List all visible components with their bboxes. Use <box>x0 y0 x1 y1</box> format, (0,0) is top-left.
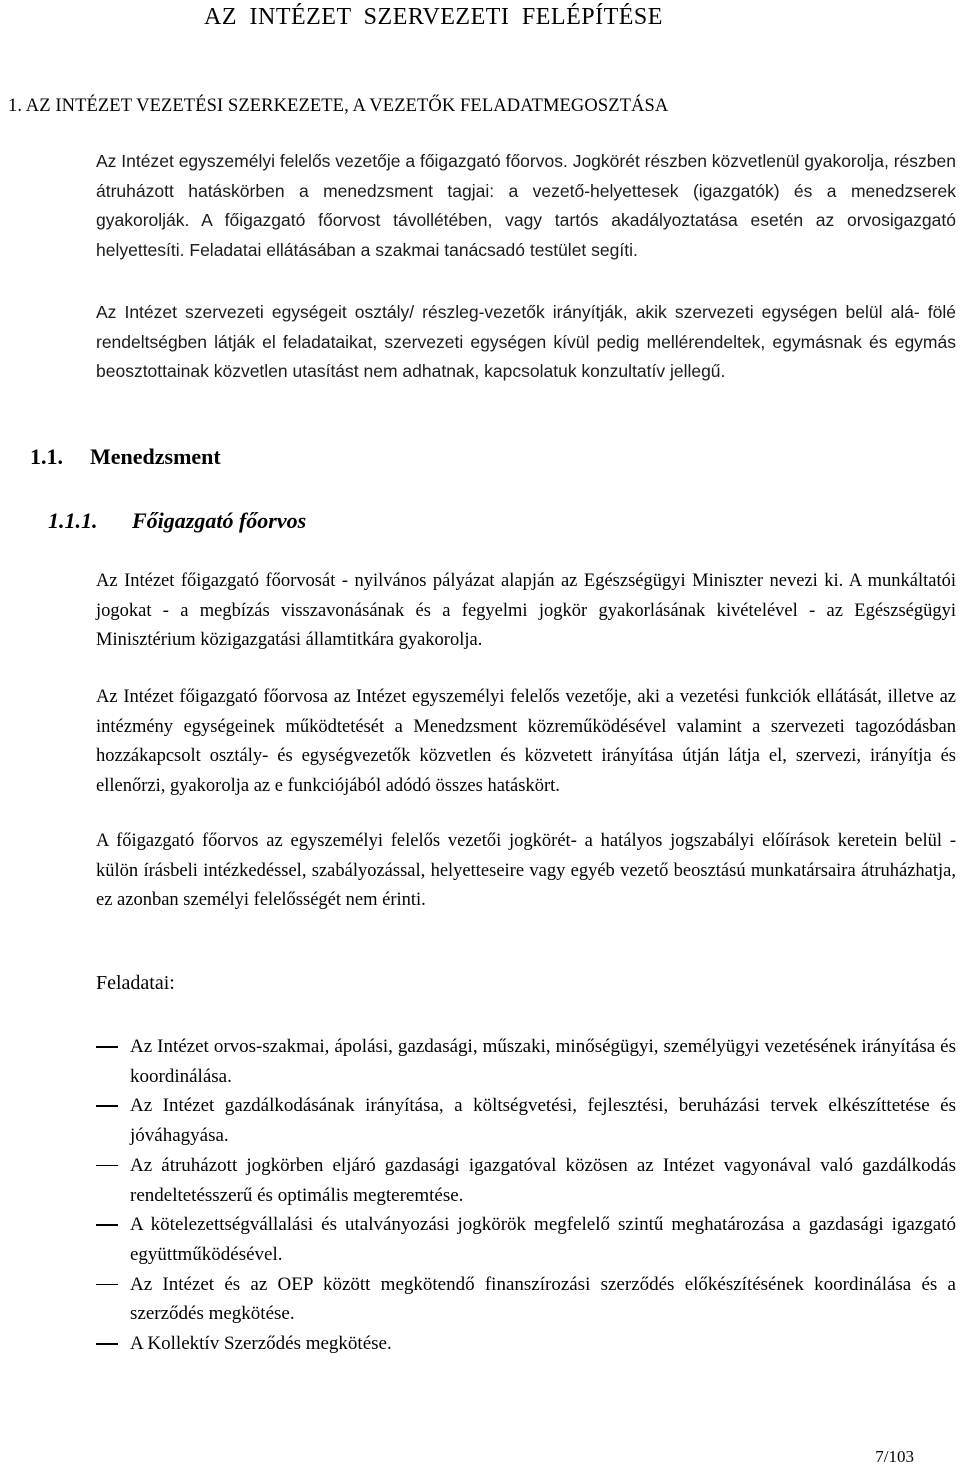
section-heading: 1. AZ INTÉZET VEZETÉSI SZERKEZETE, A VEZETŐK FELADATMEGOSZTÁSA <box>8 96 669 116</box>
dash-bullet-icon <box>96 1284 118 1286</box>
task-text: A kötelezettségvállalási és utalványozási jogkörök megfelelő szintű meghatározása a gazdasági igazgató együttműködésével. <box>130 1214 956 1265</box>
intro-paragraph: Az Intézet egyszemélyi felelős vezetője a főigazgató főorvos. Jogkörét részben közvetlenül gyakorolja, részben átruházott hatáskörben a menedzsment tagjai: a vezető-helyettesek (igazgatók) és a menedzserek gyakorolják. A főigazgató főorvost távollétében, vagy tartós akadályoztatása esetén az orvosigazgató helyettesíti. Feladatai ellátásában a szakmai tanácsadó testület segíti. <box>96 151 956 260</box>
task-item <box>96 1329 956 1359</box>
intro-paragraph: Az Intézet szervezeti egységeit osztály/ részleg-vezetők irányítják, akik szervezeti egységen belül alá- fölé rendeltségben látják el feladataikat, szervezeti egységen kívül pedig mellérendeltek, egymásnak és egymás beosztottainak közvetlen utasítást nem adhatnak, kapcsolatuk konzultatív jellegű. <box>96 302 956 381</box>
task-item <box>96 1270 956 1329</box>
subsection-number: 1.1. <box>30 444 63 469</box>
dash-bullet-icon <box>96 1165 118 1167</box>
task-item <box>96 1151 956 1210</box>
dash-bullet-icon <box>96 1224 118 1226</box>
page-title: AZ INTÉZET SZERVEZETI FELÉPÍTÉSE <box>204 4 663 30</box>
task-list <box>96 1032 956 1359</box>
body-paragraph: Az Intézet főigazgató főorvosa az Intézet egyszemélyi felelős vezetője, aki a vezetési funkciók ellátását, illetve az intézmény egységeinek működtetését a Menedzsment közreműködésével valamint a szervezeti tagozódásban hozzákapcsolt osztály- és egységvezetők közvetlen és közvetett irányítása útján látja el, szervezi, irányítja és ellenőrzi, gyakorolja az e funkciójából adódó összes hatáskört. <box>96 687 956 796</box>
subsubsection-heading <box>48 508 306 534</box>
subsubsection-number: 1.1.1. <box>48 508 98 533</box>
subsection-title: Menedzsment <box>90 444 221 469</box>
task-text: Az Intézet és az OEP között megkötendő finanszírozási szerződés előkészítésének koordinálása és a szerződés megkötése. <box>130 1273 956 1325</box>
dash-bullet-icon <box>96 1046 118 1048</box>
dash-bullet-icon <box>96 1105 118 1107</box>
page-number: 7/103 <box>875 1447 914 1466</box>
task-item <box>96 1210 956 1269</box>
subsection-heading <box>30 444 221 470</box>
body-paragraph: Az Intézet főigazgató főorvosát - nyilvános pályázat alapján az Egészségügyi Miniszter nevezi ki. A munkáltatói jogokat - a megbízás visszavonásának és a fegyelmi jogkör gyakorlásának kivételével - az Egészségügyi Minisztérium közigazgatási államtitkára gyakorolja. <box>96 571 956 650</box>
task-text: A Kollektív Szerződés megkötése. <box>130 1333 392 1355</box>
body-paragraph: A főigazgató főorvos az egyszemélyi felelős vezetői jogkörét- a hatályos jogszabályi előírások keretein belül - külön írásbeli intézkedéssel, szabályozással, helyetteseire vagy egyéb vezető beosztású munkatársaira átruházhatja, ez azonban személyi felelősségét nem érinti. <box>96 831 956 910</box>
tasks-heading: Feladatai: <box>96 972 175 994</box>
task-item <box>96 1032 956 1091</box>
dash-bullet-icon <box>96 1343 118 1345</box>
task-item <box>96 1091 956 1150</box>
subsubsection-title: Főigazgató főorvos <box>132 508 307 533</box>
task-text: Az Intézet gazdálkodásának irányítása, a költségvetési, fejlesztési, beruházási tervek elkészíttetése és jóváhagyása. <box>130 1095 956 1147</box>
task-text: Az Intézet orvos-szakmai, ápolási, gazdasági, műszaki, minőségügyi, személyügyi vezetésének irányítása és koordinálása. <box>130 1036 956 1087</box>
task-text: Az átruházott jogkörben eljáró gazdasági igazgatóval közösen az Intézet vagyonával való gazdálkodás rendeltetésszerű és optimális megteremtése. <box>130 1154 956 1206</box>
